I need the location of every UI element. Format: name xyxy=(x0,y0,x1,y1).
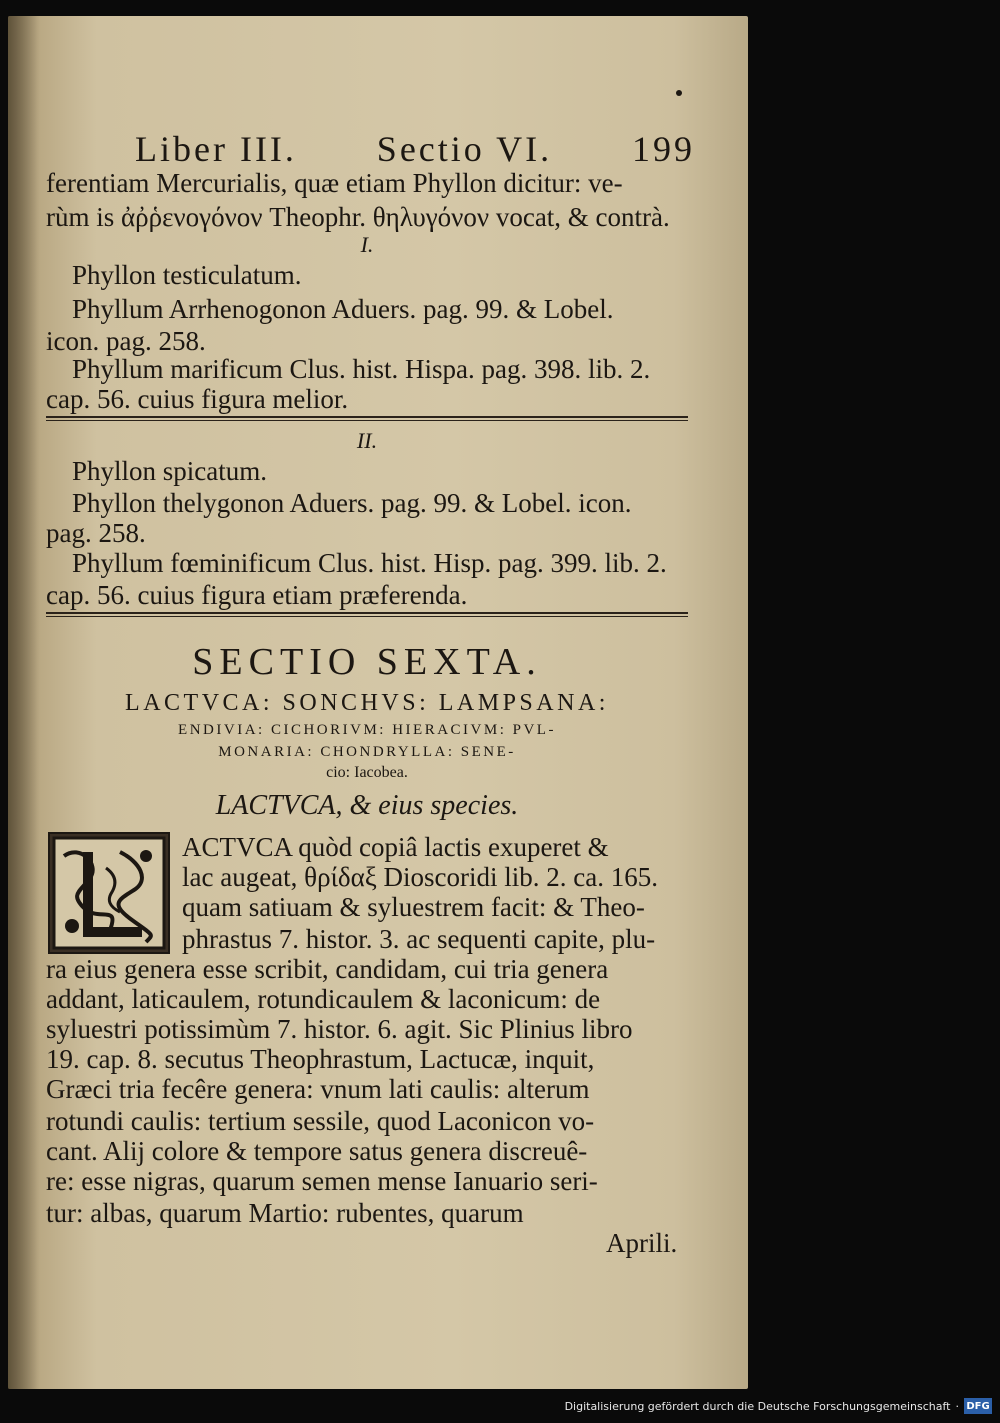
section-numeral: II. xyxy=(356,428,378,453)
text-line: rotundi caulis: tertium sessile, quod Laconicon vo- xyxy=(46,1106,595,1136)
text-line: cant. Alij colore & tempore satus genera discreuê- xyxy=(46,1136,588,1166)
decorated-initial-icon xyxy=(48,832,170,954)
text-line: rùm is ἀῤῥενογόνον Theophr. θηλυγόνον vocat, & contrà. xyxy=(46,202,670,232)
section-rule xyxy=(46,612,688,617)
text-line: syluestri potissimùm 7. histor. 6. agit. Sic Plinius libro xyxy=(46,1014,633,1044)
text-line: re: esse nigras, quarum semen mense Ianuario seri- xyxy=(46,1166,598,1196)
section-numeral: I. xyxy=(360,232,374,257)
text-line: cap. 56. cuius figura etiam præferenda. xyxy=(46,580,468,610)
header-sectio: Sectio VI. xyxy=(376,129,553,169)
credit-text: Digitalisierung gefördert durch die Deutsche Forschungsgemeinschaft xyxy=(564,1399,951,1413)
text-line: 19. cap. 8. secutus Theophrastum, Lactucæ, inquit, xyxy=(46,1044,595,1074)
header-liber: Liber III. xyxy=(135,129,297,169)
text-line: phrastus 7. histor. 3. ac sequenti capite, plu- xyxy=(182,924,656,954)
section-subtitle: cio: Iacobea. xyxy=(326,764,408,781)
section-title: SECTIO SEXTA. xyxy=(192,641,542,683)
text-line: addant, laticaulem, rotundicaulem & laconicum: de xyxy=(46,984,601,1014)
text-line: Phyllon testiculatum. xyxy=(72,260,302,290)
text-line: ra eius genera esse scribit, candidam, cui tria genera xyxy=(46,954,609,984)
text-line: cap. 56. cuius figura melior. xyxy=(46,384,349,414)
text-line: icon. pag. 258. xyxy=(46,326,206,356)
text-line: Phyllum marificum Clus. hist. Hispa. pag. 398. lib. 2. xyxy=(72,354,651,384)
text-line: quam satiuam & syluestrem facit: & Theo- xyxy=(182,892,645,922)
digitization-credit: Digitalisierung gefördert durch die Deutsche Forschungsgemeinschaft · DFG xyxy=(565,1395,992,1417)
section-subtitle: ENDIVIA: CICHORIVM: HIERACIVM: PVL- xyxy=(178,722,556,738)
running-header xyxy=(135,128,695,170)
section-subtitle: MONARIA: CHONDRYLLA: SENE- xyxy=(218,744,516,760)
text-line: Phyllum Arrhenogonon Aduers. pag. 99. & Lobel. xyxy=(72,294,614,324)
dfg-logo-icon: DFG xyxy=(964,1398,992,1414)
species-heading: LACTVCA, & eius species. xyxy=(215,790,519,821)
text-line: ferentiam Mercurialis, quæ etiam Phyllon dicitur: ve- xyxy=(46,168,623,198)
section-subtitle: LACTVCA: SONCHVS: LAMPSANA: xyxy=(125,690,609,716)
text-line: pag. 258. xyxy=(46,518,146,548)
page-number: 199 xyxy=(631,129,695,169)
section-rule xyxy=(46,416,688,421)
text-line: lac augeat, θρίδαξ Dioscoridi lib. 2. ca. 165. xyxy=(182,862,658,892)
ink-speck xyxy=(676,90,682,96)
text-line: Græci tria fecêre genera: vnum lati caulis: alterum xyxy=(46,1074,590,1104)
page-gutter-shadow xyxy=(8,16,40,1389)
text-line: ACTVCA quòd copiâ lactis exuperet & xyxy=(182,832,609,862)
text-line: tur: albas, quarum Martio: rubentes, quarum xyxy=(46,1198,524,1228)
text-line: Phyllum fœminificum Clus. hist. Hisp. pag. 399. lib. 2. xyxy=(72,548,667,578)
text-line: Phyllon spicatum. xyxy=(72,456,267,486)
text-line: Phyllon thelygonon Aduers. pag. 99. & Lobel. icon. xyxy=(72,488,632,518)
catchword: Aprili. xyxy=(606,1228,678,1258)
